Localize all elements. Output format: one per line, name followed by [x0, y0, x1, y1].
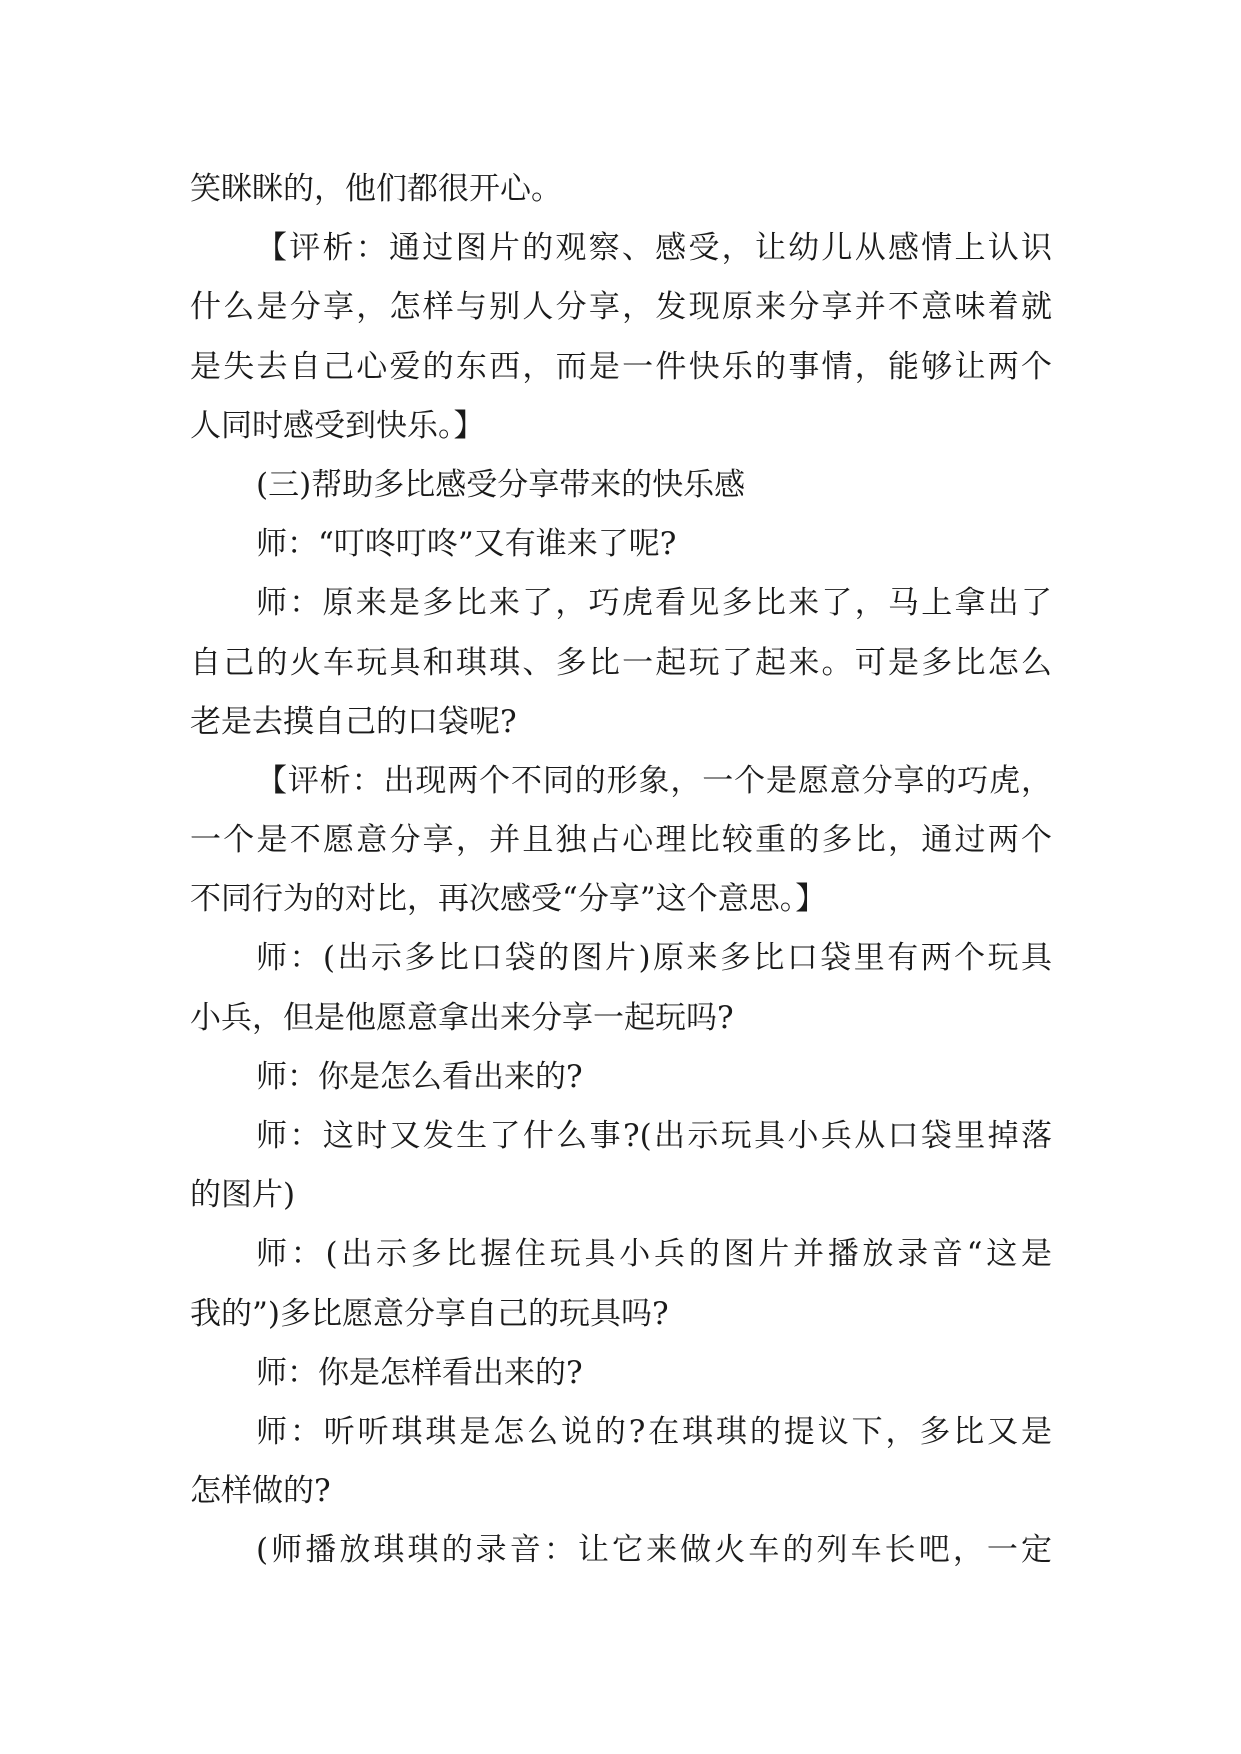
- text-line: 师：听听琪琪是怎么说的?在琪琪的提议下，多比又是: [256, 1413, 1052, 1450]
- text-line: 什么是分享，怎样与别人分享，发现原来分享并不意味着就: [190, 289, 1052, 326]
- text-line: 师：原来是多比来了，巧虎看见多比来了，马上拿出了: [256, 585, 1052, 622]
- text-line: 师：“叮咚叮咚”又有谁来了呢?: [256, 526, 677, 563]
- text-line: 小兵，但是他愿意拿出来分享一起玩吗?: [190, 999, 734, 1036]
- text-line: 自己的火车玩具和琪琪、多比一起玩了起来。可是多比怎么: [190, 644, 1052, 681]
- text-line: (三)帮助多比感受分享带来的快乐感: [256, 466, 746, 503]
- text-line: 怎样做的?: [190, 1473, 331, 1510]
- document-page: [190, 160, 1052, 1581]
- text-line: 老是去摸自己的口袋呢?: [190, 703, 517, 740]
- text-line: 不同行为的对比，再次感受“分享”这个意思。】: [190, 881, 827, 918]
- text-line: 笑眯眯的，他们都很开心。: [190, 171, 562, 207]
- text-line: 师：(出示多比握住玩具小兵的图片并播放录音“这是: [256, 1236, 1052, 1273]
- text-line: 的图片): [190, 1177, 296, 1214]
- text-line: 师：这时又发生了什么事?(出示玩具小兵从口袋里掉落: [256, 1118, 1052, 1154]
- text-line: 人同时感受到快乐。】: [190, 407, 485, 444]
- text-line: 是失去自己心爱的东西，而是一件快乐的事情，能够让两个: [190, 348, 1052, 385]
- text-line: 师：你是怎么看出来的?: [256, 1058, 583, 1095]
- text-line: 师：(出示多比口袋的图片)原来多比口袋里有两个玩具: [256, 940, 1052, 977]
- text-line: 【评析：出现两个不同的形象，一个是愿意分享的巧虎，: [256, 762, 1052, 799]
- text-line: 一个是不愿意分享，并且独占心理比较重的多比，通过两个: [190, 822, 1052, 859]
- text-line: 师：你是怎样看出来的?: [256, 1354, 583, 1391]
- text-line: 我的”)多比愿意分享自己的玩具吗?: [190, 1295, 669, 1332]
- text-line: 【评析：通过图片的观察、感受，让幼儿从感情上认识: [256, 230, 1052, 267]
- text-line: (师播放琪琪的录音：让它来做火车的列车长吧，一定: [256, 1532, 1052, 1569]
